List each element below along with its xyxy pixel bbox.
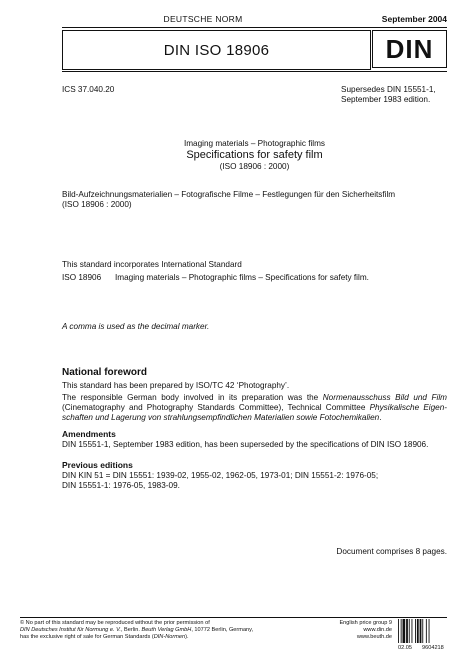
incorporates-intro: This standard incorporates International Standard	[62, 260, 242, 269]
barcode-icon	[398, 619, 446, 643]
amendments-heading: Amendments	[62, 429, 116, 439]
foreword-para-1: This standard has been prepared by ISO/TC 42 ‘Photography’.	[62, 381, 290, 390]
title-line-2: Specifications for safety film	[186, 149, 323, 161]
copyright-line-3-c: ).	[185, 634, 189, 640]
barcode-bar	[412, 619, 413, 643]
beuth-verlag-name: Beuth Verlag GmbH	[141, 627, 192, 633]
english-title	[62, 139, 447, 172]
barcode-bar	[403, 619, 406, 643]
din-logo	[372, 30, 447, 68]
german-title-line-2: (ISO 18906 : 2000)	[62, 200, 132, 209]
foreword-technical-committee: Physikalische Eigen-schaften und Lagerung von strahlungsempfindlichen Materialien sowie Fotochemikalien	[62, 403, 447, 422]
supersedes-line-2: September 1983 edition.	[341, 95, 431, 104]
foreword-committee-name: Normenausschuss Bild und Film	[322, 393, 447, 402]
copyright-line-2-d: , 10772 Berlin, Germany,	[191, 627, 254, 633]
barcode-bar	[401, 619, 402, 643]
footer-rule	[20, 617, 447, 618]
document-number-box	[62, 30, 371, 70]
supersedes-note	[341, 85, 447, 105]
barcode-bar	[417, 619, 419, 643]
barcode-code-left: 02.05	[398, 645, 412, 651]
previous-editions-line-1: DIN KIN 51 = DIN 15551: 1939-02, 1955-02, 1962-05, 1973-01; DIN 15551-2: 1976-05;	[62, 471, 379, 480]
incorporates-ref: ISO 18906	[62, 273, 102, 282]
barcode-bar	[420, 619, 422, 643]
din-logo-text: DIN	[385, 33, 434, 64]
din-website-link[interactable]: www.din.de	[363, 627, 392, 633]
copyright-notice	[20, 620, 350, 641]
title-line-1: Imaging materials – Photographic films	[183, 139, 326, 148]
copyright-line-2	[20, 627, 350, 634]
din-institute-name: DIN Deutsches Institut für Normung e. V.	[20, 627, 121, 633]
header-rule	[62, 27, 447, 28]
decimal-marker-note: A comma is used as the decimal marker.	[62, 322, 210, 331]
foreword-para-2-c: (Cinematography and Photography Standards Committee), Technical Committee	[62, 403, 370, 412]
copyright-line-2-b: , Berlin.	[120, 627, 142, 633]
din-normen-label: DIN-Normen	[153, 634, 186, 640]
copyright-line-1: © No part of this standard may be reproduced without the prior permission of	[20, 620, 210, 626]
title-line-3: (ISO 18906 : 2000)	[219, 162, 290, 171]
barcode-bar	[409, 619, 410, 643]
barcode-bar	[415, 619, 416, 643]
page-count-note: Document comprises 8 pages.	[336, 547, 447, 556]
document-number: DIN ISO 18906	[163, 41, 270, 59]
barcode-bar	[426, 619, 427, 643]
previous-editions-line-2: DIN 15551-1: 1976-05, 1983-09.	[62, 481, 180, 490]
barcode-bar	[398, 619, 399, 643]
amendments-text: DIN 15551-1, September 1983 edition, has been superseded by the specifications of DIN ISO 18906.	[62, 440, 429, 449]
supersedes-line-1: Supersedes DIN 15551-1,	[341, 85, 436, 94]
previous-editions-heading: Previous editions	[62, 460, 133, 470]
ics-code: ICS 37.040.20	[62, 85, 115, 94]
beuth-website-link[interactable]: www.beuth.de	[356, 634, 392, 640]
copyright-line-3-a: has the exclusive right of sale for German Standards (	[20, 634, 154, 640]
national-foreword-heading: National foreword	[62, 367, 148, 378]
german-title-line-1: Bild-Aufzeichnungsmaterialien – Fotografische Filme – Festlegungen für den Sicherheitsfilm	[62, 190, 396, 199]
price-group: English price group 9	[339, 620, 392, 626]
footer-price-info	[330, 620, 392, 641]
barcode-code-right: 9604218	[422, 645, 444, 651]
header-norm-label: DEUTSCHE NORM	[163, 14, 243, 24]
barcode-bar	[422, 619, 423, 643]
copyright-line-3	[20, 634, 350, 641]
german-title	[62, 190, 447, 210]
barcode-bar	[406, 619, 408, 643]
header-date: September 2004	[381, 14, 447, 24]
foreword-para-2-a: The responsible German body involved in its preparation was the	[62, 393, 323, 402]
foreword-para-2	[62, 393, 447, 423]
foreword-para-2-e: .	[379, 413, 382, 422]
barcode-bar	[429, 619, 430, 643]
title-rule	[62, 71, 447, 72]
incorporates-ref-title: Imaging materials – Photographic films – Specifications for safety film.	[115, 273, 369, 282]
